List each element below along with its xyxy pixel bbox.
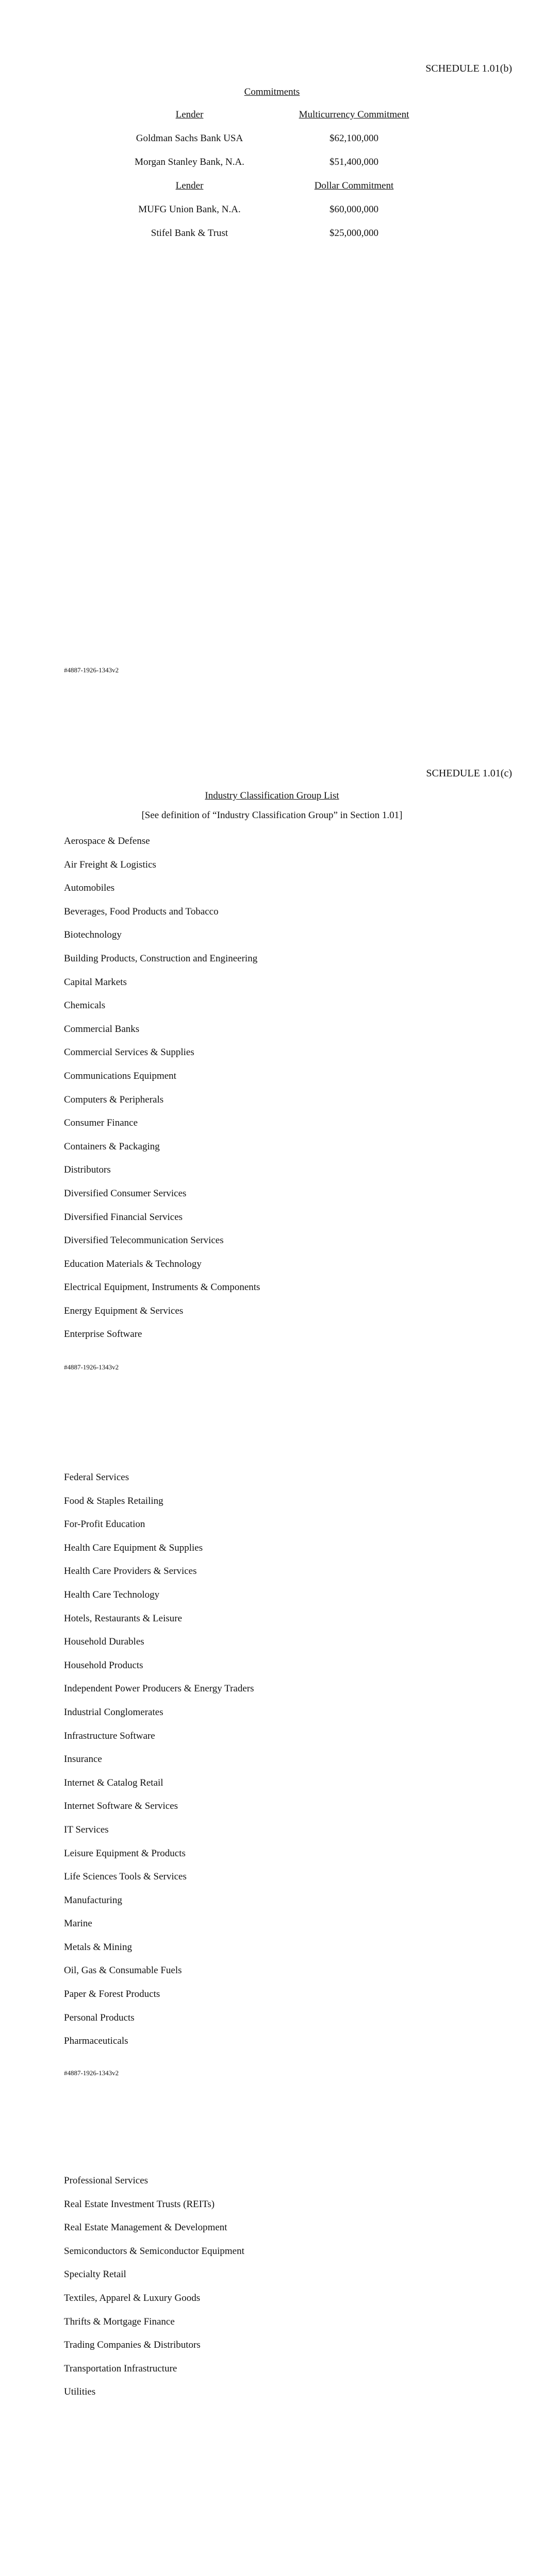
industry-list: [64, 829, 260, 1346]
table-row: [107, 222, 436, 245]
list-item: Leisure Equipment & Products: [64, 1848, 186, 1859]
table-header-row: [107, 174, 436, 198]
commitments-table-multicurrency: [107, 103, 436, 174]
commitment-amount: $51,400,000: [329, 157, 378, 167]
list-item: Life Sciences Tools & Services: [64, 1871, 187, 1883]
list-item: Infrastructure Software: [64, 1730, 155, 1741]
commitment-amount: $62,100,000: [329, 133, 378, 144]
table-row: [107, 127, 436, 150]
list-item: Industrial Conglomerates: [64, 1706, 163, 1718]
page-2: [0, 703, 544, 1406]
industry-list: [64, 2169, 244, 2404]
list-item: Food & Staples Retailing: [64, 1495, 163, 1506]
list-item: Automobiles: [64, 883, 115, 894]
list-item: Health Care Technology: [64, 1589, 160, 1600]
table-row: [107, 198, 436, 222]
page-title: Commitments: [244, 87, 300, 97]
document-footer: #4887-1926-1343v2: [64, 2069, 119, 2077]
industry-list: [64, 1466, 254, 2053]
list-item: Beverages, Food Products and Tobacco: [64, 906, 219, 917]
list-item: Hotels, Restaurants & Leisure: [64, 1613, 183, 1624]
header-lender: Lender: [175, 180, 204, 191]
list-item: Aerospace & Defense: [64, 836, 150, 846]
document-footer: #4887-1926-1343v2: [64, 1363, 119, 1371]
list-item: Specialty Retail: [64, 2269, 126, 2280]
list-item: Oil, Gas & Consumable Fuels: [64, 1965, 182, 1976]
list-item: Diversified Consumer Services: [64, 1188, 187, 1199]
header-lender: Lender: [175, 109, 204, 120]
page-title: Industry Classification Group List: [205, 790, 339, 801]
list-item: Paper & Forest Products: [64, 1989, 160, 2000]
list-item: Electrical Equipment, Instruments & Components: [64, 1282, 260, 1293]
list-item: Consumer Finance: [64, 1117, 138, 1129]
list-item: Metals & Mining: [64, 1941, 132, 1953]
header-dollar-commitment: Dollar Commitment: [314, 180, 394, 191]
list-item: Chemicals: [64, 1000, 106, 1011]
lender-name: Morgan Stanley Bank, N.A.: [135, 157, 244, 167]
list-item: Diversified Financial Services: [64, 1211, 183, 1223]
table-header-row: [107, 103, 436, 127]
list-item: Building Products, Construction and Engineering: [64, 953, 258, 964]
list-item: Professional Services: [64, 2175, 149, 2186]
list-item: Thrifts & Mortgage Finance: [64, 2316, 175, 2327]
page-3: [0, 1406, 544, 2110]
commitment-amount: $25,000,000: [329, 228, 378, 239]
list-item: Commercial Banks: [64, 1023, 140, 1035]
document-footer: #4887-1926-1343v2: [64, 666, 119, 674]
list-item: Real Estate Management & Development: [64, 2222, 227, 2233]
list-item: For-Profit Education: [64, 1519, 145, 1530]
list-item: Household Products: [64, 1659, 143, 1671]
list-item: Diversified Telecommunication Services: [64, 1235, 224, 1246]
list-item: Insurance: [64, 1754, 102, 1765]
list-item: Pharmaceuticals: [64, 2036, 128, 2047]
page-4: [0, 2110, 544, 2576]
list-item: Air Freight & Logistics: [64, 859, 156, 870]
table-row: [107, 150, 436, 174]
list-item: Communications Equipment: [64, 1070, 176, 1081]
list-item: Biotechnology: [64, 929, 122, 941]
list-item: Utilities: [64, 2386, 96, 2398]
list-item: Energy Equipment & Services: [64, 1305, 184, 1316]
list-item: Commercial Services & Supplies: [64, 1047, 194, 1058]
list-item: Enterprise Software: [64, 1329, 142, 1340]
list-item: Health Care Providers & Services: [64, 1566, 197, 1577]
list-item: Internet & Catalog Retail: [64, 1777, 163, 1788]
commitments-table-dollar: [107, 174, 436, 245]
lender-name: MUFG Union Bank, N.A.: [138, 204, 241, 215]
schedule-label: SCHEDULE 1.01(b): [425, 63, 512, 74]
list-item: Manufacturing: [64, 1894, 122, 1906]
list-item: Textiles, Apparel & Luxury Goods: [64, 2292, 201, 2303]
page-subtitle: [See definition of “Industry Classification Group” in Section 1.01]: [141, 810, 403, 821]
list-item: Trading Companies & Distributors: [64, 2340, 201, 2351]
list-item: IT Services: [64, 1824, 109, 1835]
list-item: Internet Software & Services: [64, 1801, 178, 1812]
list-item: Capital Markets: [64, 976, 127, 988]
lender-name: Goldman Sachs Bank USA: [136, 133, 243, 144]
list-item: Transportation Infrastructure: [64, 2363, 177, 2374]
list-item: Semiconductors & Semiconductor Equipment: [64, 2245, 244, 2257]
list-item: Containers & Packaging: [64, 1141, 160, 1152]
list-item: Education Materials & Technology: [64, 1258, 202, 1269]
schedule-label: SCHEDULE 1.01(c): [426, 768, 512, 779]
lender-name: Stifel Bank & Trust: [151, 228, 228, 239]
list-item: Distributors: [64, 1164, 111, 1176]
list-item: Real Estate Investment Trusts (REITs): [64, 2198, 215, 2210]
list-item: Household Durables: [64, 1636, 144, 1648]
list-item: Federal Services: [64, 1472, 129, 1483]
list-item: Personal Products: [64, 2012, 135, 2023]
header-multicurrency-commitment: Multicurrency Commitment: [299, 109, 409, 120]
list-item: Independent Power Producers & Energy Traders: [64, 1683, 254, 1694]
list-item: Computers & Peripherals: [64, 1094, 164, 1105]
commitment-amount: $60,000,000: [329, 204, 378, 215]
list-item: Health Care Equipment & Supplies: [64, 1542, 203, 1553]
list-item: Marine: [64, 1918, 92, 1929]
page-1: [0, 0, 544, 703]
